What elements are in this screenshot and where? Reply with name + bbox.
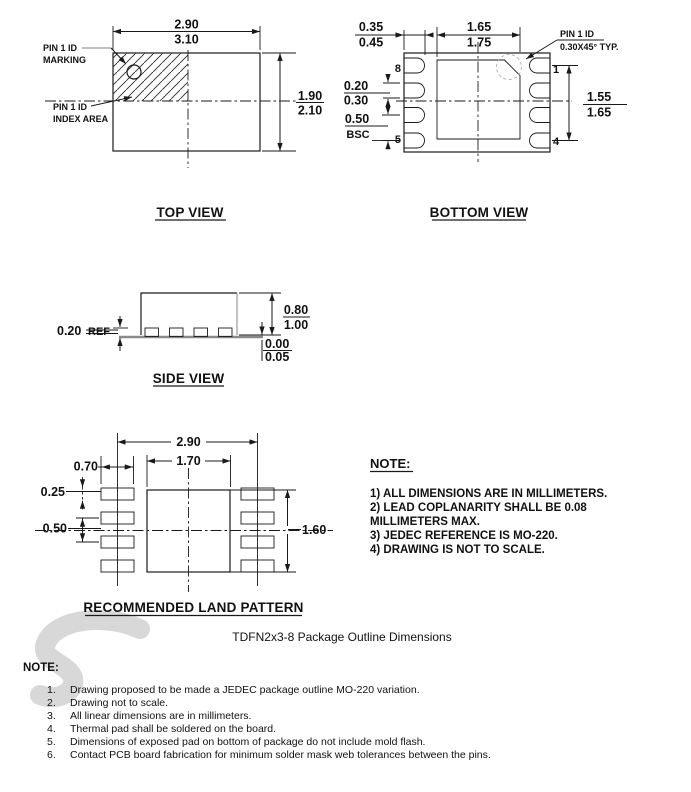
- pad-height-dim-max: 1.65: [586, 105, 612, 120]
- land-pattern: [35, 433, 333, 616]
- pitch-dim-value: 0.50: [344, 112, 370, 126]
- pin1-chamfer-circle: [497, 55, 522, 80]
- bottom-notes: [23, 662, 491, 761]
- pad-width-dim-min: 1.65: [466, 20, 492, 34]
- bottom-note-num-4: 4.: [47, 723, 56, 735]
- pin1-id-callout-2: 0.30X45° TYP.: [560, 42, 619, 52]
- top-height-dim-min: 2.10: [297, 103, 323, 118]
- bottom-note-text-4: Thermal pad shall be soldered on the board.: [70, 723, 277, 735]
- land-length-dim: 0.70: [73, 459, 98, 474]
- bottom-note-num-6: 6.: [47, 749, 56, 761]
- note-box-heading: NOTE:: [370, 456, 411, 471]
- bottom-view-body: [404, 53, 550, 152]
- pin-length-dim-max: 0.45: [358, 35, 384, 50]
- note-box: [370, 456, 607, 556]
- pin-width-dim-max: 0.30: [343, 93, 369, 108]
- land-pitch-dim: 0.50: [42, 521, 67, 536]
- pin-length-dim-min: 0.35: [358, 20, 384, 34]
- land-overall-width-dim: 2.90: [176, 435, 201, 449]
- pin-number-1: 1: [553, 64, 560, 76]
- top-width-dim-min: 3.10: [174, 32, 199, 47]
- land-pattern-title: RECOMMENDED LAND PATTERN: [83, 600, 304, 615]
- pin-number-8: 8: [394, 63, 401, 75]
- land-width-dim: 0.25: [40, 485, 65, 499]
- body-height-dim-min: 0.80: [283, 303, 309, 317]
- note-line-3: MILLIMETERS MAX.: [370, 516, 480, 528]
- bottom-view: [344, 20, 627, 220]
- bottom-note-text-5: Dimensions of exposed pad on bottom of package do not include mold flash.: [70, 736, 426, 748]
- pad-width-dim-max: 1.75: [466, 35, 492, 50]
- bottom-note-text-1: Drawing proposed to be made a JEDEC package outline MO-220 variation.: [70, 684, 420, 696]
- pin-7: [404, 83, 425, 98]
- pin-3: [530, 108, 550, 123]
- center-pad-height-dim: 1.60: [302, 523, 327, 537]
- pin-number-5: 5: [394, 134, 401, 146]
- standoff-dim-min: 0.00: [265, 337, 290, 351]
- center-pad-width-dim: 1.70: [176, 454, 201, 468]
- side-lead-3: [194, 328, 208, 337]
- pin-5: [404, 133, 425, 148]
- pin1-index-label-1: PIN 1 ID: [53, 102, 88, 112]
- pin1-id-callout-1: PIN 1 ID: [560, 29, 595, 39]
- side-lead-4: [219, 328, 233, 337]
- note-line-2: 2) LEAD COPLANARITY SHALL BE 0.08: [370, 502, 587, 514]
- body-height-dim-max: 1.00: [283, 318, 309, 332]
- top-view: [43, 18, 324, 221]
- pin1-marking-label-1: PIN 1 ID: [43, 43, 78, 53]
- side-view: [57, 293, 310, 386]
- bottom-note-text-3: All linear dimensions are in millimeters.: [70, 710, 252, 722]
- side-view-body: [141, 293, 237, 335]
- pin-2: [530, 83, 550, 98]
- lead-thickness-ref: REF: [88, 326, 110, 338]
- top-view-title: TOP VIEW: [156, 205, 224, 220]
- bottom-note-num-1: 1.: [47, 684, 56, 696]
- pin1-marking-label-2: MARKING: [43, 55, 86, 65]
- bottom-note-num-3: 3.: [47, 710, 56, 722]
- side-lead-1: [145, 328, 159, 337]
- pin-width-dim-min: 0.20: [343, 79, 369, 93]
- standoff-dim-max: 0.05: [265, 350, 290, 364]
- bottom-note-text-6: Contact PCB board fabrication for minimum solder mask web tolerances between the pins.: [70, 749, 491, 761]
- pin-8: [404, 58, 425, 73]
- pin-6: [404, 108, 425, 123]
- pin-4: [530, 133, 550, 148]
- pin1-index-hatch-area: [113, 53, 188, 101]
- document-title: TDFN2x3-8 Package Outline Dimensions: [232, 630, 452, 644]
- top-height-dim-max: 1.90: [297, 89, 323, 103]
- bottom-note-text-2: Drawing not to scale.: [70, 697, 169, 709]
- top-width-dim-max: 2.90: [174, 17, 199, 32]
- pin-1: [530, 58, 550, 73]
- bottom-note-num-2: 2.: [47, 697, 56, 709]
- pin-number-4: 4: [553, 136, 560, 148]
- bottom-view-title: BOTTOM VIEW: [429, 205, 529, 220]
- lead-thickness-dim: 0.20: [57, 324, 82, 338]
- bottom-note-num-5: 5.: [47, 736, 56, 748]
- side-lead-2: [170, 328, 184, 337]
- note-line-4: 3) JEDEC REFERENCE IS MO-220.: [370, 530, 558, 542]
- pin1-index-label-2: INDEX AREA: [53, 114, 109, 124]
- bottom-notes-heading: NOTE:: [23, 662, 59, 674]
- note-line-5: 4) DRAWING IS NOT TO SCALE.: [370, 544, 545, 556]
- side-view-title: SIDE VIEW: [152, 371, 225, 386]
- pitch-dim-bsc: BSC: [346, 129, 370, 141]
- note-line-1: 1) ALL DIMENSIONS ARE IN MILLIMETERS.: [370, 488, 608, 500]
- pad-height-dim-min: 1.55: [586, 90, 612, 104]
- exposed-pad: [437, 60, 520, 139]
